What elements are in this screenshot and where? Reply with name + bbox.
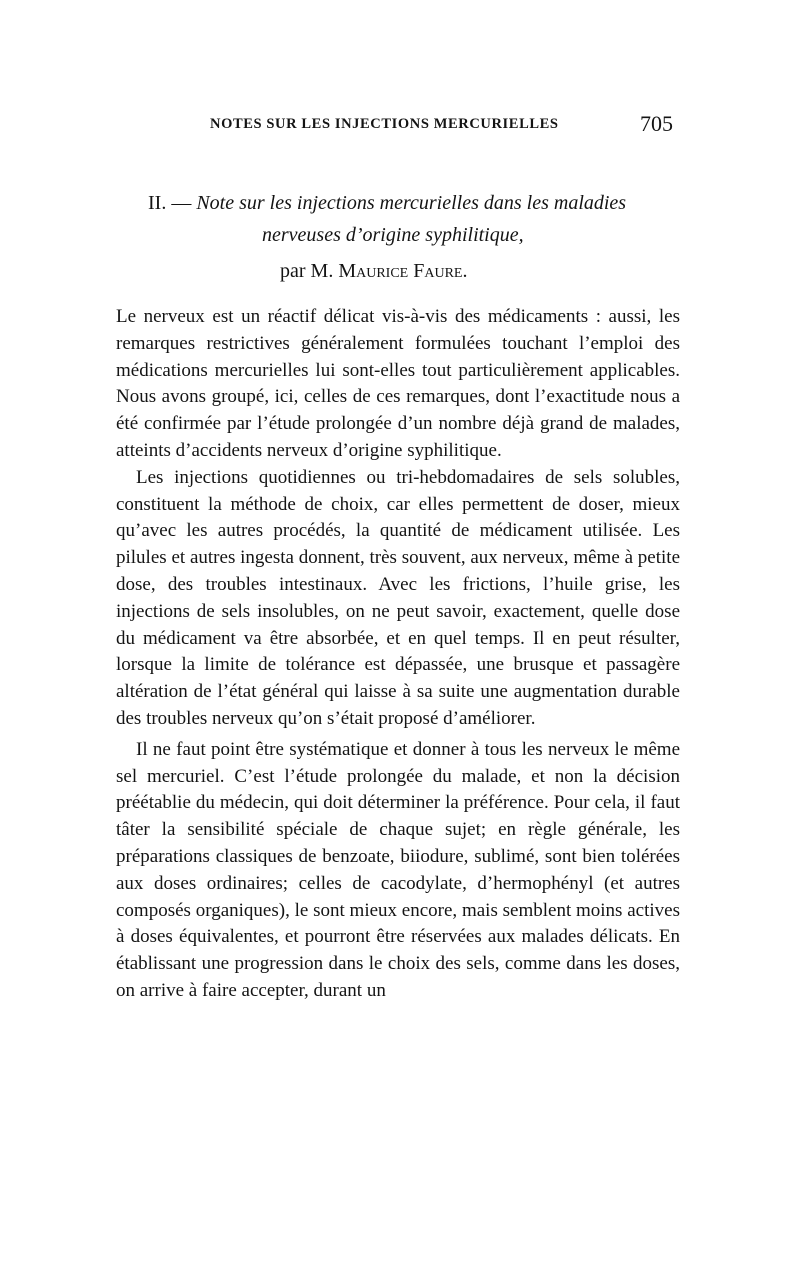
running-head: NOTES SUR LES INJECTIONS MERCURIELLES (210, 116, 559, 132)
paragraph-2: Les injections quotidiennes ou tri-hebdomadaires de sels solubles, constituent la méthode de choix, car elles permettent de doser, mieux qu’avec les autres procédés, la quantité de médicament utilisée. Les pilules et autres ingesta donnent, très souvent, aux nerveux, même à petite dose, des troubles intestinaux. Avec les frictions, l’huile grise, les injections de sels insolubles, on ne peut savoir, exactement, quelle dose du médicament va être absorbée, et en quel temps. Il en peut résulter, lorsque la limite de tolérance est dépassée, une brusque et passagère altération de l’état général qui laisse à sa suite une augmentation durable des troubles nerveux qu’on s’était proposé d’améliorer. (116, 466, 680, 729)
byline-prefix: par M. (280, 260, 334, 282)
section-title (148, 192, 626, 215)
page-number: 705 (640, 111, 673, 136)
paragraph-3: Il ne faut point être systématique et donner à tous les nerveux le même sel mercuriel. C’est l’étude prolongée du malade, et non la décision préétablie du médecin, qui doit déterminer la préférence. Pour cela, il faut tâter la sensibilité spéciale de chaque sujet; en règle générale, les préparations classiques de benzoate, biiodure, sublimé, sont bien tolérées aux doses ordinaires; celles de cacodylate, d’hermophényl (et autres composés organiques), le sont mieux encore, mais semblent moins actives à doses équivalentes, et pourront être réservées aux malades délicats. En établissant une progression dans le choix des sels, comme dans les doses, on arrive à faire accepter, durant un (116, 738, 680, 1001)
title-line-2: nerveuses d’origine syphilitique, (262, 224, 524, 246)
author-name: Maurice Faure. (338, 260, 468, 282)
body-text (116, 304, 680, 1005)
paragraph-1: Le nerveux est un réactif délicat vis-à-vis des médicaments : aussi, les remarques restrictives généralement formulées touchant l’emploi des médications mercurielles lui sont-elles tout particulièrement applicables. Nous avons groupé, ici, celles de ces remarques, dont l’exactitude nous a été confirmée par l’étude prolongée d’un nombre déjà grand de malades, atteints d’accidents nerveux d’origine syphilitique. (116, 306, 680, 461)
title-dash: — (166, 192, 197, 214)
byline (280, 260, 467, 283)
section-number: II. (148, 192, 167, 214)
title-line-1: Note sur les injections mercurielles dans les maladies (196, 192, 627, 214)
